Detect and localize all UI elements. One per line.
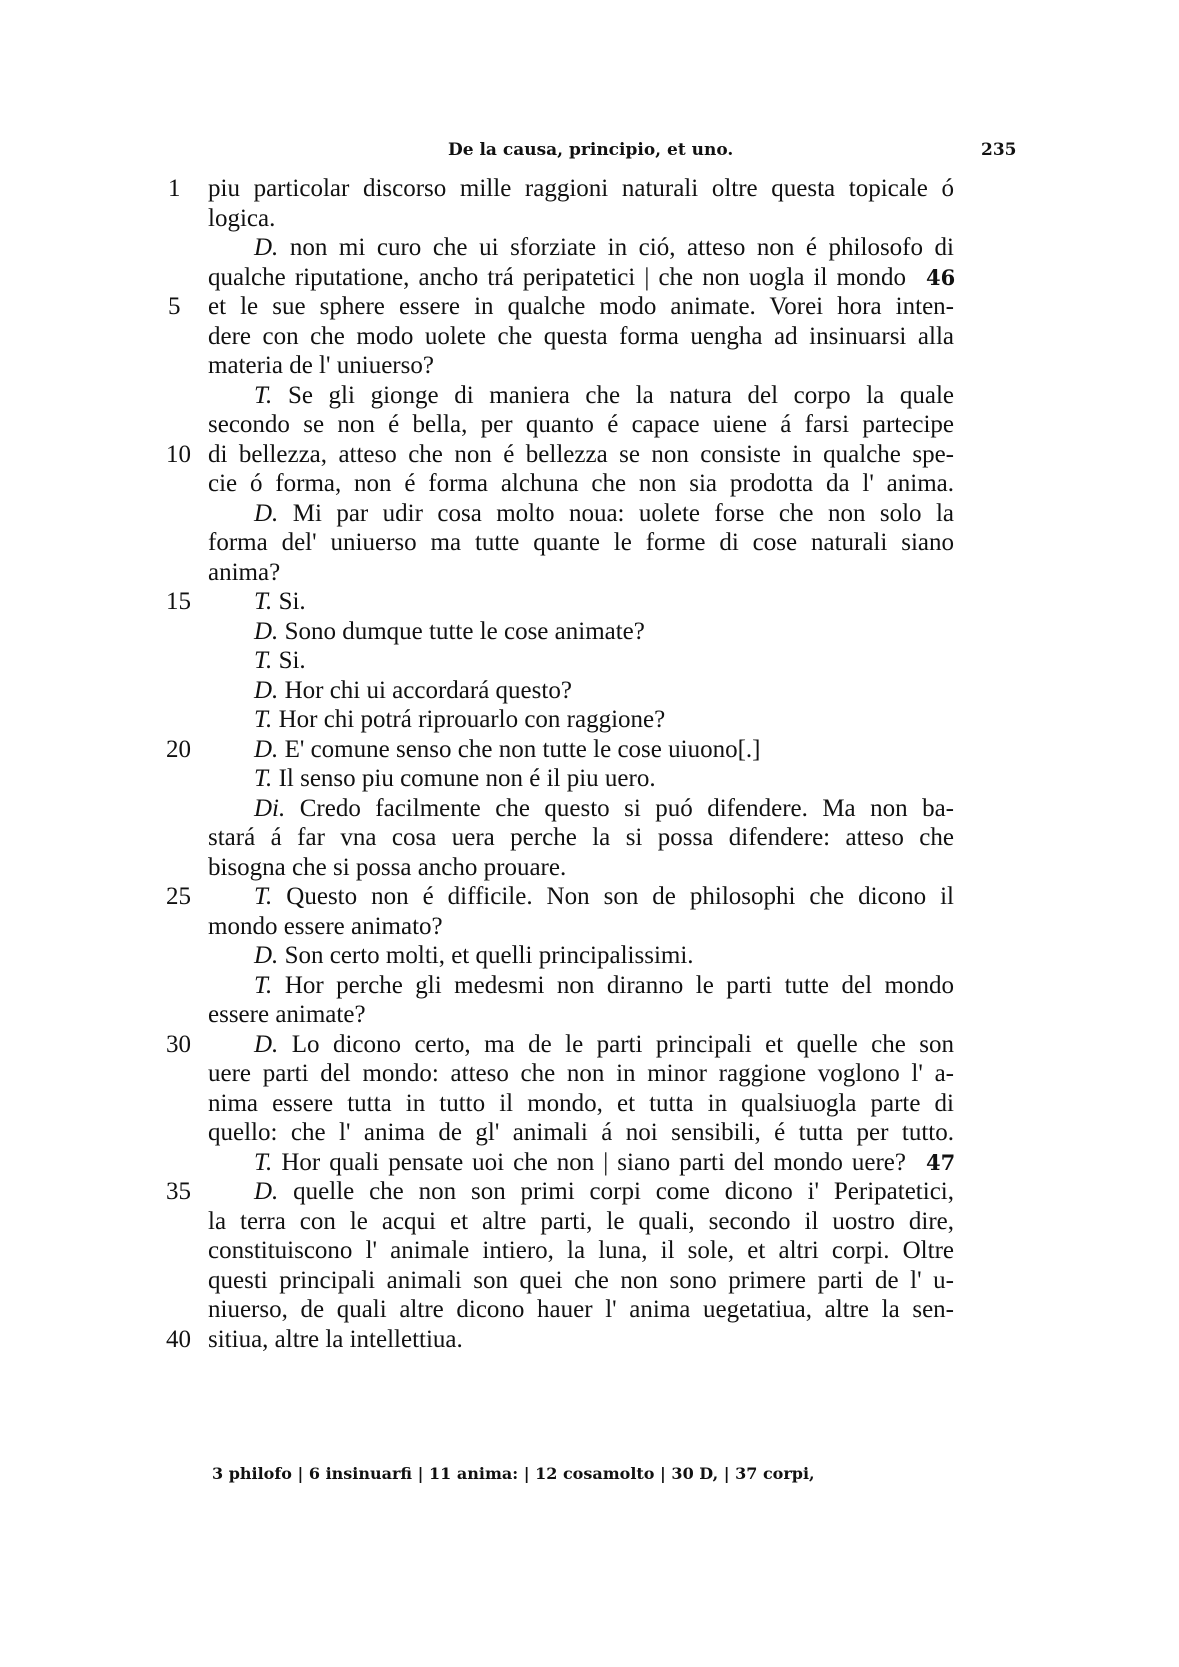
text-line [0, 734, 1179, 765]
text-line [0, 1206, 1179, 1237]
text-line [0, 321, 1179, 352]
line-body: dere con che modo uolete che questa forma uengha ad insinuarsi alla [208, 322, 954, 350]
line-text [254, 675, 572, 706]
line-text [208, 1324, 463, 1355]
line-body: Questo non é difficile. Non son de philosophi che dicono il [286, 883, 955, 910]
text-line [0, 1147, 1179, 1178]
line-body: cie ó forma, non é forma alchuna che non sia prodotta da l' anima. [208, 470, 954, 497]
line-number: 5 [168, 293, 181, 320]
line-text [208, 911, 443, 942]
line-text [254, 940, 694, 971]
speaker-label: D. [254, 1030, 279, 1058]
line-text [208, 999, 366, 1030]
text-line [0, 586, 1179, 617]
text-line [0, 498, 1179, 529]
line-body: essere animate? [208, 1001, 366, 1028]
line-text [208, 468, 954, 499]
text-line [0, 1324, 1179, 1355]
line-text [208, 1206, 954, 1237]
line-text [208, 173, 954, 204]
line-text [254, 881, 954, 912]
text-line [0, 911, 1179, 942]
text-line [0, 1176, 1179, 1207]
line-text [254, 232, 954, 263]
speaker-label: T. [254, 647, 273, 674]
line-text [254, 704, 665, 735]
text-line [0, 881, 1179, 912]
line-body: bisogna che si possa ancho prouare. [208, 853, 567, 881]
line-body: uere parti del mondo: atteso che non in minor raggione voglono l' a- [208, 1060, 954, 1087]
line-body: Hor quali pensate uoi che non | siano parti del mondo uere? [281, 1148, 907, 1176]
line-text [208, 1294, 954, 1325]
line-text [208, 1088, 954, 1119]
line-number: 40 [166, 1325, 191, 1353]
line-body: forma del' uniuerso ma tutte quante le forme di cose naturali siano [208, 529, 954, 556]
line-body: Hor perche gli medesmi non diranno le parti tutte del mondo [284, 971, 955, 999]
speaker-label: D. [254, 234, 279, 261]
line-body: constituiscono l' animale intiero, la luna, il sole, et altri corpi. Oltre [208, 1237, 954, 1264]
line-number: 10 [166, 440, 191, 468]
speaker-label: D. [254, 676, 279, 704]
line-number: 35 [166, 1178, 191, 1205]
text-line [0, 793, 1179, 824]
line-body: qualche riputatione, ancho trá peripatetici | che non uogla il mondo [208, 263, 906, 291]
line-body: et le sue sphere essere in qualche modo animate. Vorei hora inten- [208, 293, 954, 320]
line-text [208, 1235, 954, 1266]
text-line [0, 203, 1179, 234]
line-body: non mi curo che ui sforziate in ció, atteso non é philosofo di [289, 234, 955, 261]
line-text [254, 763, 656, 794]
line-text [254, 970, 954, 1001]
line-body: logica. [208, 204, 276, 232]
line-body: Si. [278, 588, 306, 615]
text-line [0, 232, 1179, 263]
speaker-label: D. [254, 735, 279, 763]
text-line [0, 852, 1179, 883]
line-body: E' comune senso che non tutte le cose uiuono[.] [284, 735, 761, 763]
line-body: quello: che l' anima de gl' animali á noi sensibili, é tutta per tutto. [208, 1119, 954, 1146]
speaker-label: D. [254, 617, 279, 645]
speaker-label: T. [254, 1148, 273, 1176]
page-number: 235 [981, 140, 1017, 160]
line-text [254, 793, 954, 824]
text-line [0, 380, 1179, 411]
line-body: la terra con le acqui et altre parti, le quali, secondo il uostro dire, [208, 1207, 954, 1235]
line-text [208, 1117, 954, 1148]
text-line [0, 1029, 1179, 1060]
text-line [0, 1235, 1179, 1266]
line-text [208, 527, 954, 558]
line-text [208, 1058, 954, 1089]
text-line [0, 999, 1179, 1030]
text-line [0, 262, 1179, 293]
text-line [0, 704, 1179, 735]
line-body: Son certo molti, et quelli principalissimi. [284, 942, 694, 969]
line-body: Credo facilmente che questo si puó difendere. Ma non ba- [299, 794, 955, 822]
speaker-label: D. [254, 942, 279, 969]
speaker-label: T. [254, 588, 273, 615]
line-text [208, 409, 954, 440]
line-body: mondo essere animato? [208, 912, 443, 940]
text-line [0, 645, 1179, 676]
text-line [0, 1265, 1179, 1296]
speaker-label: D. [254, 499, 279, 527]
text-line [0, 940, 1179, 971]
text-line [0, 1088, 1179, 1119]
line-text [254, 586, 306, 617]
line-text [254, 1176, 954, 1207]
speaker-label: T. [254, 381, 273, 409]
line-text [208, 203, 275, 234]
text-line [0, 763, 1179, 794]
line-number: 1 [168, 175, 181, 202]
text-line [0, 527, 1179, 558]
margin-reference: 46 [926, 264, 956, 290]
speaker-label: T. [254, 765, 273, 792]
speaker-label: D. [254, 1178, 279, 1205]
line-text [254, 498, 954, 529]
line-body: Hor chi ui accordará questo? [284, 676, 572, 704]
text-line [0, 439, 1179, 470]
speaker-label: T. [254, 883, 273, 910]
line-text [208, 262, 906, 293]
text-line [0, 1117, 1179, 1148]
line-body: secondo se non é bella, per quanto é capace uiene á farsi partecipe [208, 411, 954, 438]
line-text [254, 1147, 906, 1178]
line-text [254, 380, 954, 411]
speaker-label: T. [254, 971, 273, 999]
line-body: Si. [278, 647, 306, 674]
text-line [0, 468, 1179, 499]
text-line [0, 970, 1179, 1001]
line-number: 15 [166, 588, 191, 615]
line-text [208, 291, 954, 322]
line-number: 25 [166, 883, 191, 910]
line-text [208, 439, 954, 470]
running-title: De la causa, principio, et uno. [448, 140, 734, 160]
line-text [208, 852, 566, 883]
text-line [0, 1058, 1179, 1089]
line-body: materia de l' uniuerso? [208, 352, 434, 379]
speaker-label: T. [254, 706, 273, 733]
line-text [208, 321, 954, 352]
line-body: stará á far vna cosa uera perche la si possa difendere: atteso che [208, 824, 954, 851]
line-body: piu particolar discorso mille raggioni naturali oltre questa topicale ó [208, 175, 954, 202]
line-body: di bellezza, atteso che non é bellezza se non consiste in qualche spe- [208, 440, 954, 468]
text-line [0, 1294, 1179, 1325]
line-number: 20 [166, 735, 191, 763]
critical-apparatus: 3 philofo | 6 insinuarfi | 11 anima: | 12 cosamolto | 30 D, | 37 corpi, [212, 1464, 815, 1483]
line-text [254, 734, 760, 765]
line-body: Sono dumque tutte le cose animate? [284, 617, 645, 645]
text-line [0, 675, 1179, 706]
line-body: nima essere tutta in tutto il mondo, et tutta in qualsiuogla parte di [208, 1089, 954, 1117]
line-body: niuerso, de quali altre dicono hauer l' anima uegetatiua, altre la sen- [208, 1296, 954, 1323]
line-text [254, 645, 306, 676]
text-line [0, 557, 1179, 588]
line-body: Se gli gionge di maniera che la natura del corpo la quale [287, 381, 954, 409]
text-line [0, 409, 1179, 440]
text-line [0, 350, 1179, 381]
line-body: anima? [208, 558, 281, 586]
line-number: 30 [166, 1030, 191, 1058]
line-body: Hor chi potrá riprouarlo con raggione? [278, 706, 666, 733]
line-body: questi principali animali son quei che non sono primere parti de l' u- [208, 1266, 954, 1294]
text-line [0, 291, 1179, 322]
text-line [0, 822, 1179, 853]
line-text [254, 1029, 954, 1060]
line-body: Lo dicono certo, ma de le parti principali et quelle che son [291, 1030, 955, 1058]
line-text [208, 557, 280, 588]
running-header [0, 140, 1179, 168]
text-line [0, 616, 1179, 647]
line-body: Mi par udir cosa molto noua: uolete forse che non solo la [292, 499, 954, 527]
line-text [208, 1265, 954, 1296]
line-body: quelle che non son primi corpi come dicono i' Peripatetici, [293, 1178, 954, 1205]
speaker-label: Di. [254, 794, 286, 822]
line-text [208, 822, 954, 853]
line-body: Il senso piu comune non é il piu uero. [278, 765, 656, 792]
line-text [208, 350, 434, 381]
margin-reference: 47 [926, 1149, 956, 1175]
line-text [254, 616, 645, 647]
line-body: sitiua, altre la intellettiua. [208, 1325, 463, 1353]
text-line [0, 173, 1179, 204]
